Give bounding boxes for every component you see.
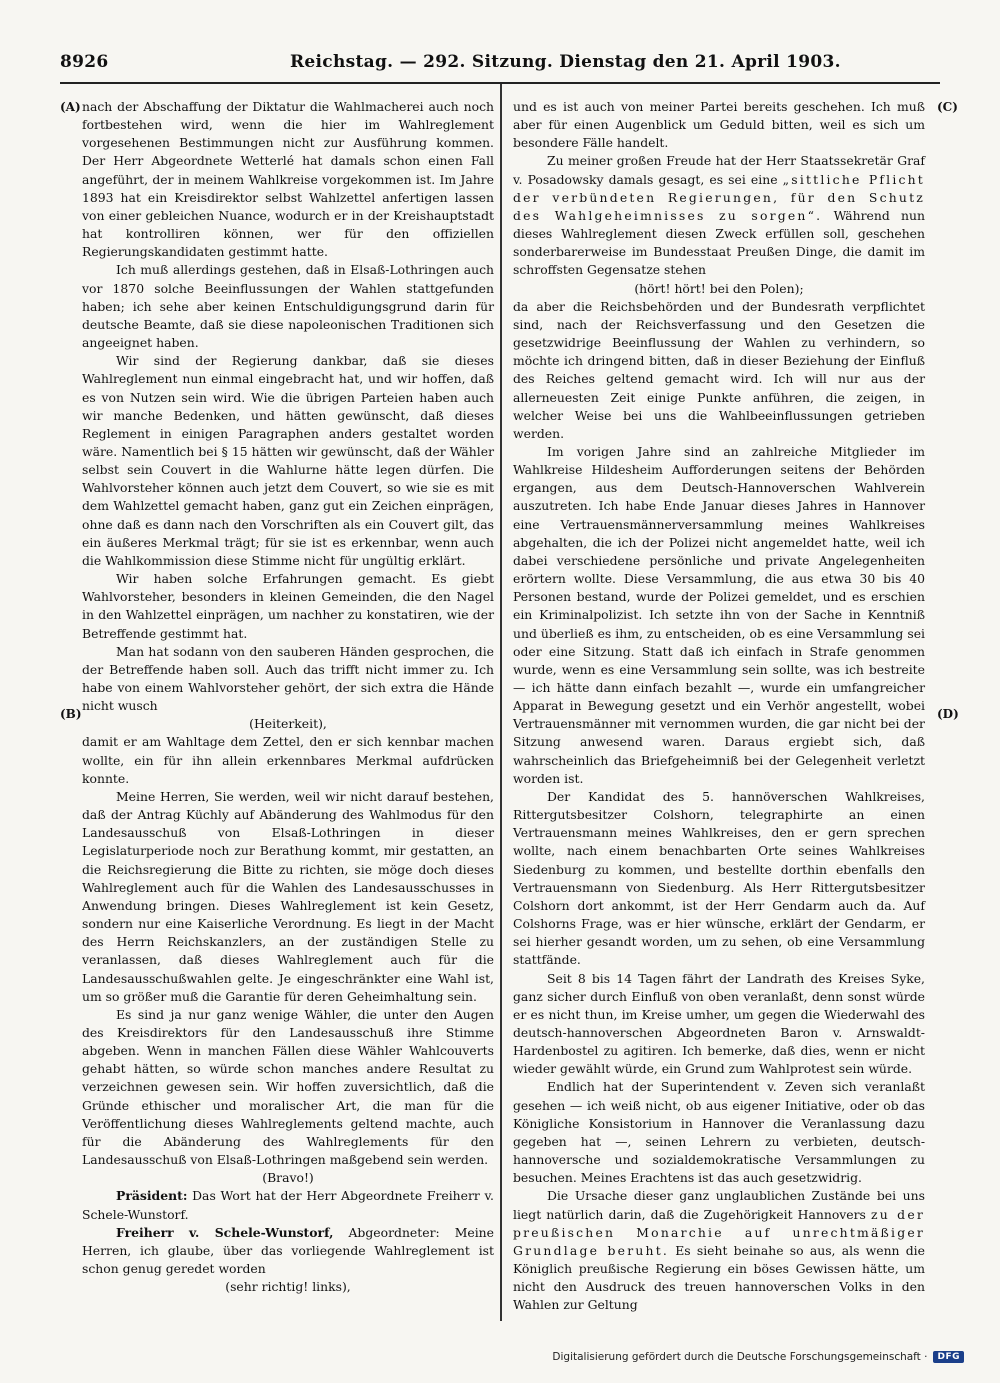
paragraph: Wir sind der Regierung dankbar, daß sie dieses Wahlreglement nun einmal eingebracht hat, und wir hoffen, daß es von Nutzen sein wird. Wie die übrigen Parteien haben auch wir manche Bedenken, und hätten gewünscht, daß dieses Reglement in einigen Paragraphen anders gestaltet worden wäre. Namentlich bei § 15 hätten wir gewünscht, daß der Wähler selbst sein Couvert in die Wahlurne hätte legen dürfen. Die Wahlvorsteher können auch jetzt dem Couvert, so wie sie es mit dem Wahlzettel gemacht haben, ganz gut ein Zeichen einprägen, ohne daß es dann nach den Vorschriften als ein Couvert gilt, das ein äußeres Merkmal trägt; für sie ist es erkennbar, wenn auch die Wahlkommission diese Stimme nicht für ungültig erklärt.: [82, 353, 494, 568]
paragraph: Man hat sodann von den sauberen Händen gesprochen, die der Betreffende haben soll. Auch das trifft nicht immer zu. Ich habe von einem Wahlvorsteher gehört, der sich extra die Hände nicht wusch: [82, 643, 494, 714]
speaker-text: Das Wort hat der Herr Abgeordnete Freiherr v. Schele-Wunstorf.: [82, 1188, 494, 1222]
paragraph: Seit 8 bis 14 Tagen fährt der Landrath des Kreises Syke, ganz sicher durch Einfluß von oben veranlaßt, denn sonst würde er es nicht thun, im Kreise umher, um gegen die Wiederwahl des deutsch-hannoverschen Abgeordneten Baron v. Arnswaldt-Hardenbostel zu agitiren. Ich bemerke, daß dies, wenn er nicht wieder gewählt würde, ein Grund zum Wahlprotest sein würde.: [513, 970, 925, 1077]
paragraph: Der Kandidat des 5. hannöverschen Wahlkreises, Rittergutsbesitzer Colshorn, telegraphirte an einen Vertrauensmann meines Wahlkreises, den er gern sprechen wollte, nach einem benachbarten Orte seines Wahlkreises Siedenburg zu kommen, und bestellte dorthin ebenfalls den Vertrauensmann von Siedenburg. Als Herr Rittergutsbesitzer Colshorn dort ankommt, ist der Herr Gendarm auch da. Auf Colshorns Frage, was er hier wünsche, erklärt der Gendarm, er sei hierher gesandt worden, um zu sehen, ob eine Versammlung stattfände.: [513, 788, 925, 968]
paragraph: nach der Abschaffung der Diktatur die Wahlmacherei auch noch fortbestehen wird, wenn die hier im Wahlreglement vorgesehenen Bestimmungen nicht zur Ausführung kommen. Der Herr Abgeordnete Wetterlé hat damals schon einen Fall angeführt, der in meinem Wahlkreise vorgekommen ist. Im Jahre 1893 hat ein Kreisdirektor selbst Wahlzettel anfertigen lassen von einer gebleichen Nuance, wodurch er in der Kreishauptstadt hat kontrolliren können, wer für den offiziellen Regierungskandidaten gestimmt hatte.: [82, 99, 494, 260]
interjection: (Heiterkeit),: [249, 716, 327, 732]
speaker-paragraph: [82, 1187, 494, 1223]
speaker-paragraph: [82, 1224, 494, 1278]
margin-mark-c: (C): [937, 100, 958, 114]
margin-mark-a: (A): [60, 100, 81, 114]
interjection: (hört! hört! bei den Polen);: [634, 280, 804, 296]
text-run: Während nun dieses Wahlreglement diesen Zweck erfüllen soll, geschehen sonderbarerweise im Bundesstaat Preußen Dinge, die damit im schroffsten Gegensatze stehen: [513, 207, 925, 278]
speaker-text: Abgeordneter: Meine Herren, ich glaube, über das vorliegende Wahlreglement ist schon genug geredet worden: [82, 1224, 494, 1276]
running-title: Reichstag. — 292. Sitzung. Dienstag den 21. April 1903.: [290, 52, 841, 72]
paragraph: damit er am Wahltage dem Zettel, den er sich kennbar machen wollte, ein für ihn allein erkennbares Merkmal aufdrücken konnte.: [82, 734, 494, 786]
paragraph: [513, 1187, 925, 1314]
interjection: (sehr richtig! links),: [225, 1279, 351, 1295]
left-column: [82, 98, 494, 1296]
text-run: Zu meiner großen Freude hat der Herr Staatssekretär Graf v. Posadowsky damals gesagt, es sei eine: [513, 153, 925, 187]
interjection: (Bravo!): [262, 1170, 314, 1186]
digitization-footer: [552, 1351, 964, 1363]
footer-text: Digitalisierung gefördert durch die Deutsche Forschungsgemeinschaft ·: [552, 1351, 928, 1363]
column-divider: [500, 84, 502, 1321]
paragraph: Es sind ja nur ganz wenige Wähler, die unter den Augen des Kreisdirektors für den Landesausschuß ihre Stimme abgeben. Wenn in manchen Fällen diese Wähler Wahlcouverts gehabt hätten, so würde schon manches andere Resultat zu verzeichnen gewesen sein. Wir hoffen zuversichtlich, daß die Gründe ethischer und moralischer Art, die man für die Veröffentlichung dieses Wahlreglements geltend machte, auch für die Abänderung des Wahlreglements für den Landesausschuß von Elsaß-Lothringen maßgebend sein werden.: [82, 1006, 494, 1168]
speaker-name: Präsident:: [116, 1188, 188, 1204]
speaker-name: Freiherr v. Schele-Wunstorf,: [116, 1224, 334, 1240]
paragraph: Meine Herren, Sie werden, weil wir nicht darauf bestehen, daß der Antrag Küchly auf Abänderung des Wahlmodus für den Landesausschuß von Elsaß-Lothringen in dieser Legislaturperiode noch zur Berathung kommt, mir gestatten, an die Reichsregierung die Bitte zu richten, sie möge doch dieses Wahlreglement auch für die Wahlen des Landesausschusses in Anwendung bringen. Dieses Wahlreglement ist kein Gesetz, sondern nur eine Kaiserliche Verordnung. Es liegt in der Macht des Herrn Reichskanzlers, an der zuständigen Stelle zu veranlassen, daß dieses Wahlreglement auch für die Landesausschußwahlen gelte. Je eingeschränkter eine Wahl ist, um so größer muß die Garantie für deren Geheimhaltung sein.: [82, 788, 494, 1004]
margin-mark-b: (B): [60, 707, 82, 721]
spaced-quote: „sittliche Pflicht der verbündeten Regierungen, für den Schutz des Wahlgeheimnisses zu sorgen“.: [513, 171, 925, 223]
text-run: Es sieht beinahe so aus, als wenn die Königlich preußische Regierung ein böses Gewissen hätte, um nicht den Ausdruck des treuen hannoverschen Volks in den Wahlen zur Geltung: [513, 1242, 925, 1313]
paragraph: Wir haben solche Erfahrungen gemacht. Es giebt Wahlvorsteher, besonders in kleinen Gemeinden, die den Nagel in den Wahlzettel einprägen, um nachher zu konstatiren, wie der Betreffende gestimmt hat.: [82, 571, 494, 641]
right-column: [513, 98, 925, 1314]
paragraph: Endlich hat der Superintendent v. Zeven sich veranlaßt gesehen — ich weiß nicht, ob aus eigener Initiative, oder ob das Königliche Konsistorium in Hannover die Veranlassung dazu gegeben hat —, seinen Lehrern zu verbieten, deutsch-hannoversche und sozialdemokratische Versammlungen zu besuchen. Meines Erachtens ist das auch gesetzwidrig.: [513, 1079, 925, 1186]
text-run: Die Ursache dieser ganz unglaublichen Zustände bei uns liegt natürlich darin, daß die Zugehörigkeit Hannovers: [513, 1188, 925, 1222]
paragraph: Ich muß allerdings gestehen, daß in Elsaß-Lothringen auch vor 1870 solche Beeinflussungen der Wahlen stattgefunden haben; ich sehe aber keinen Entschuldigungsgrund darin für deutsche Beamte, daß sie diese napoleonischen Traditionen sich angeeignet haben.: [82, 262, 494, 351]
spaced-emphasis: zu der preußischen Monarchie auf unrechtmäßiger Grundlage beruht.: [513, 1206, 925, 1258]
margin-mark-d: (D): [937, 707, 959, 721]
paragraph: da aber die Reichsbehörden und der Bundesrath verpflichtet sind, nach der Reichsverfassung und den Gesetzen die gesetzwidrige Beeinflussung der Wahlen zu verhindern, so möchte ich dringend bitten, daß in dieser Beziehung der Einfluß des Reiches geltend gemacht wird. Ich will nur aus der allerneuesten Zeit einige Punkte anführen, die zeigen, in welcher Weise bei uns die Wahlbeeinflussungen getrieben werden.: [513, 298, 925, 441]
page-number: 8926: [60, 52, 109, 72]
paragraph: [513, 152, 925, 279]
dfg-logo: DFG: [933, 1351, 964, 1363]
paragraph: und es ist auch von meiner Partei bereits geschehen. Ich muß aber für einen Augenblick um Geduld bitten, weil es sich um besondere Fälle handelt.: [513, 99, 925, 151]
paragraph: Im vorigen Jahre sind an zahlreiche Mitglieder im Wahlkreise Hildesheim Aufforderungen seitens der Behörden ergangen, aus dem Deutsch-Hannoverschen Wahlverein auszutreten. Ich habe Ende Januar dieses Jahres in Hannover eine Vertrauensmännerversammlung meines Wahlkreises abgehalten, die ich der Polizei nicht angemeldet hatte, weil ich dabei verschiedene persönliche und private Angelegenheiten erörtern wollte. Diese Versammlung, die aus etwa 30 bis 40 Personen bestand, wurde der Polizei gemeldet, und es erschien ein Kriminalpolizist. Ich setzte ihn von der Sache in Kenntniß und überließ es ihm, zu entscheiden, ob es eine Versammlung sei oder eine Sitzung. Statt daß ich einfach in Strafe genommen wurde, wenn es eine Versammlung sein sollte, was ich bestreite — ich hätte dann einfach bezahlt —, wurde ein umfangreicher Apparat in Bewegung gesetzt und ein Verhör angestellt, wobei Vertrauensmänner mit vernommen wurden, die gar nicht bei der Sitzung anwesend waren. Daraus ergiebt sich, daß wahrscheinlich das Briefgeheimniß bei der Gelegenheit verletzt worden ist.: [513, 443, 925, 786]
page-header: [60, 52, 940, 80]
